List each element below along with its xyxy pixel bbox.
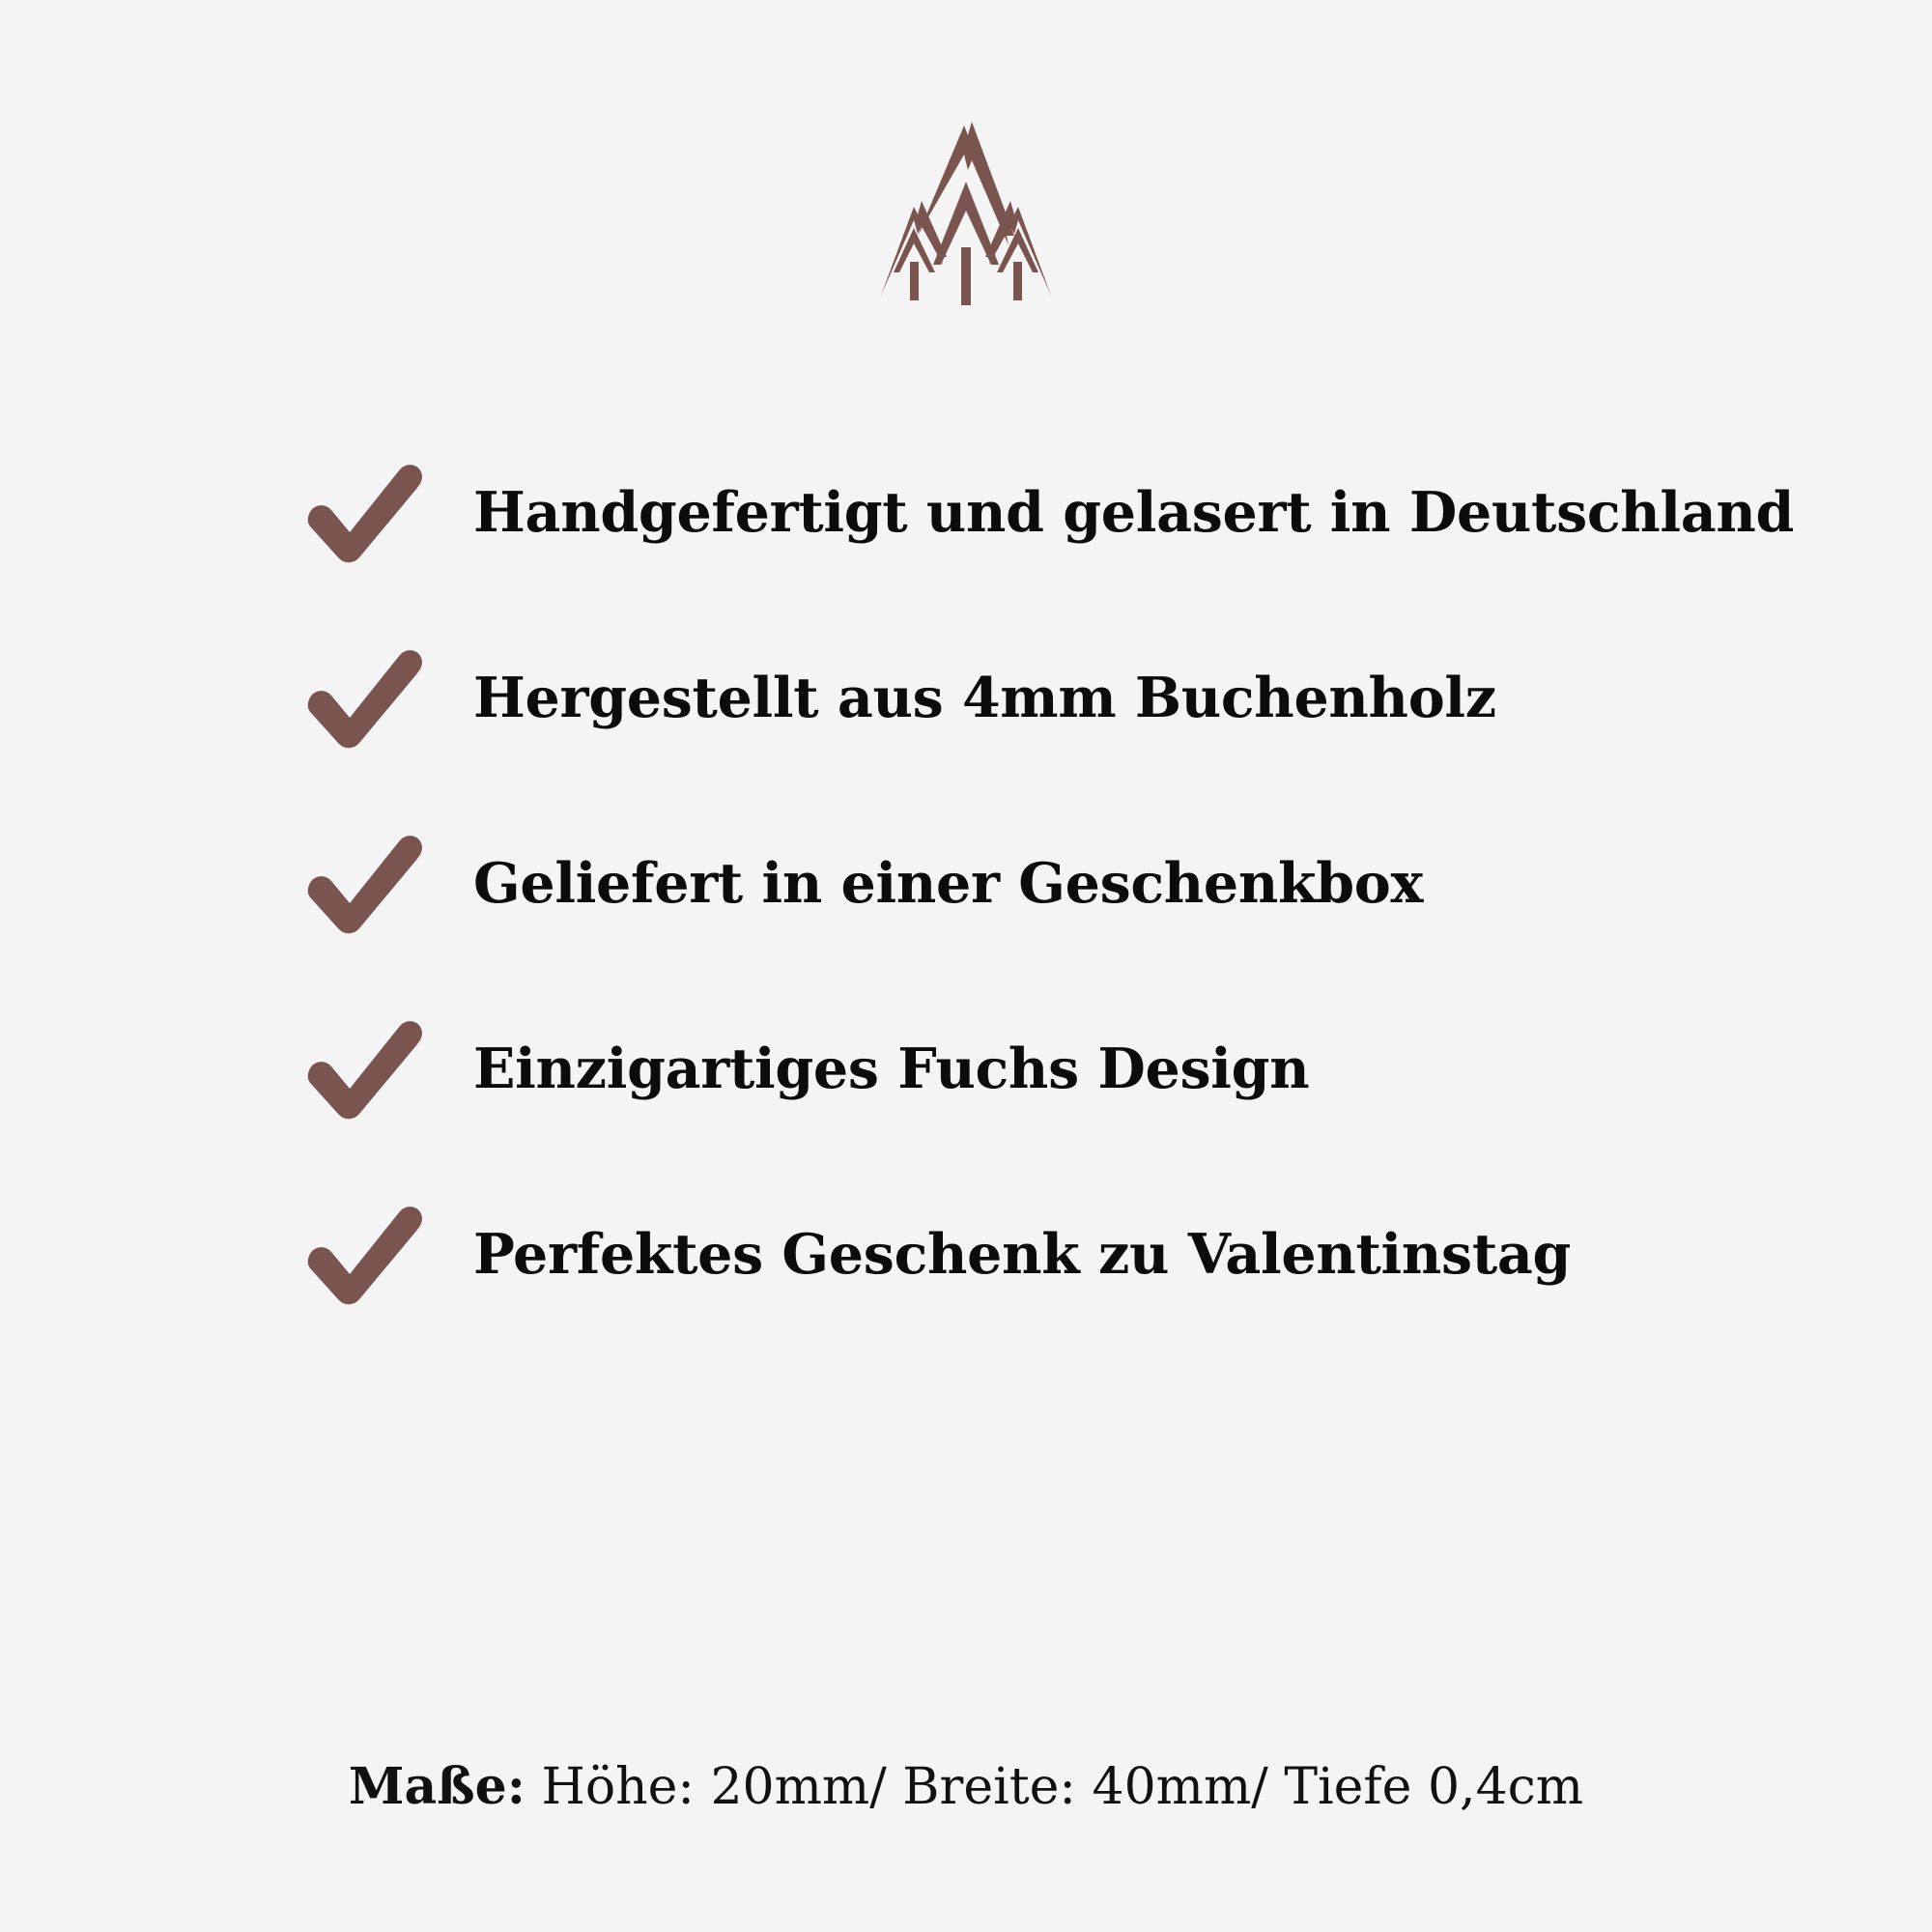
feature-label: Handgefertigt und gelasert in Deutschland — [473, 480, 1795, 546]
list-item — [299, 1202, 1797, 1308]
brand-logo — [821, 93, 1111, 315]
check-mark-icon — [299, 460, 425, 566]
check-mark-icon — [299, 831, 425, 937]
feature-list — [135, 460, 1797, 1308]
feature-label: Einzigartiges Fuchs Design — [473, 1037, 1310, 1102]
check-mark-icon — [299, 1016, 425, 1122]
measurements-label: Maße: — [348, 1757, 526, 1816]
list-item — [299, 1016, 1797, 1122]
feature-label: Geliefert in einer Geschenkbox — [473, 851, 1424, 917]
check-mark-icon — [299, 645, 425, 752]
list-item — [299, 831, 1797, 937]
pine-trees-logo-icon — [821, 93, 1111, 315]
feature-label: Hergestellt aus 4mm Buchenholz — [473, 666, 1496, 731]
measurements-value: Höhe: 20mm/ Breite: 40mm/ Tiefe 0,4cm — [541, 1758, 1584, 1816]
check-mark-icon — [299, 1202, 425, 1308]
measurements — [0, 1757, 1932, 1816]
list-item — [299, 645, 1797, 752]
feature-label: Perfektes Geschenk zu Valentinstag — [473, 1222, 1572, 1288]
list-item — [299, 460, 1797, 566]
